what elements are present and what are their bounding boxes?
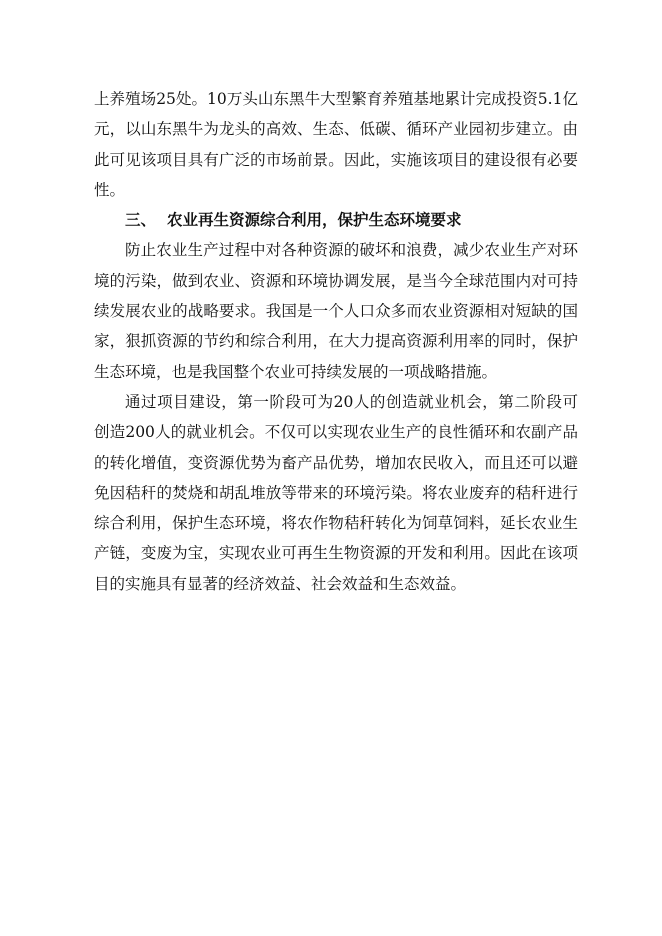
body-paragraph: 防止农业生产过程中对各种资源的破坏和浪费，减少农业生产对环境的污染，做到农业、资源和环境协调发展，是当今全球范围内对可持续发展农业的战略要求。我国是一个人口众多而农业资源相对短缺的国家，狠抓资源的节约和综合利用，在大力提高资源利用率的同时，保护生态环境，也是我国整个农业可持续发展的一项战略措施。: [94, 241, 578, 381]
section-heading: [94, 205, 578, 235]
continuation-paragraph: 上养殖场25处。10万头山东黑牛大型繁育养殖基地累计完成投资5.1亿元，以山东黑牛为龙头的高效、生态、低碳、循环产业园初步建立。由此可见该项目具有广泛的市场前景。因此，实施该项目的建设很有必要性。: [94, 90, 578, 199]
section-title: 农业再生资源综合利用，保护生态环境要求: [167, 211, 462, 230]
body-paragraph: 通过项目建设，第一阶段可为20人的创造就业机会，第二阶段可创造200人的就业机会。不仅可以实现农业生产的良性循环和农副产品的转化增值，变资源优势为畜产品优势，增加农民收入，而且还可以避免因秸秆的焚烧和胡乱堆放等带来的环境污染。将农业废弃的秸秆进行综合利用，保护生态环境，将农作物秸秆转化为饲草饲料，延长农业生产链，变废为宝，实现农业可再生生物资源的开发和利用。因此在该项目的实施具有显著的经济效益、社会效益和生态效益。: [94, 392, 578, 593]
section-number: 三、: [125, 211, 157, 230]
document-body: [94, 84, 578, 599]
